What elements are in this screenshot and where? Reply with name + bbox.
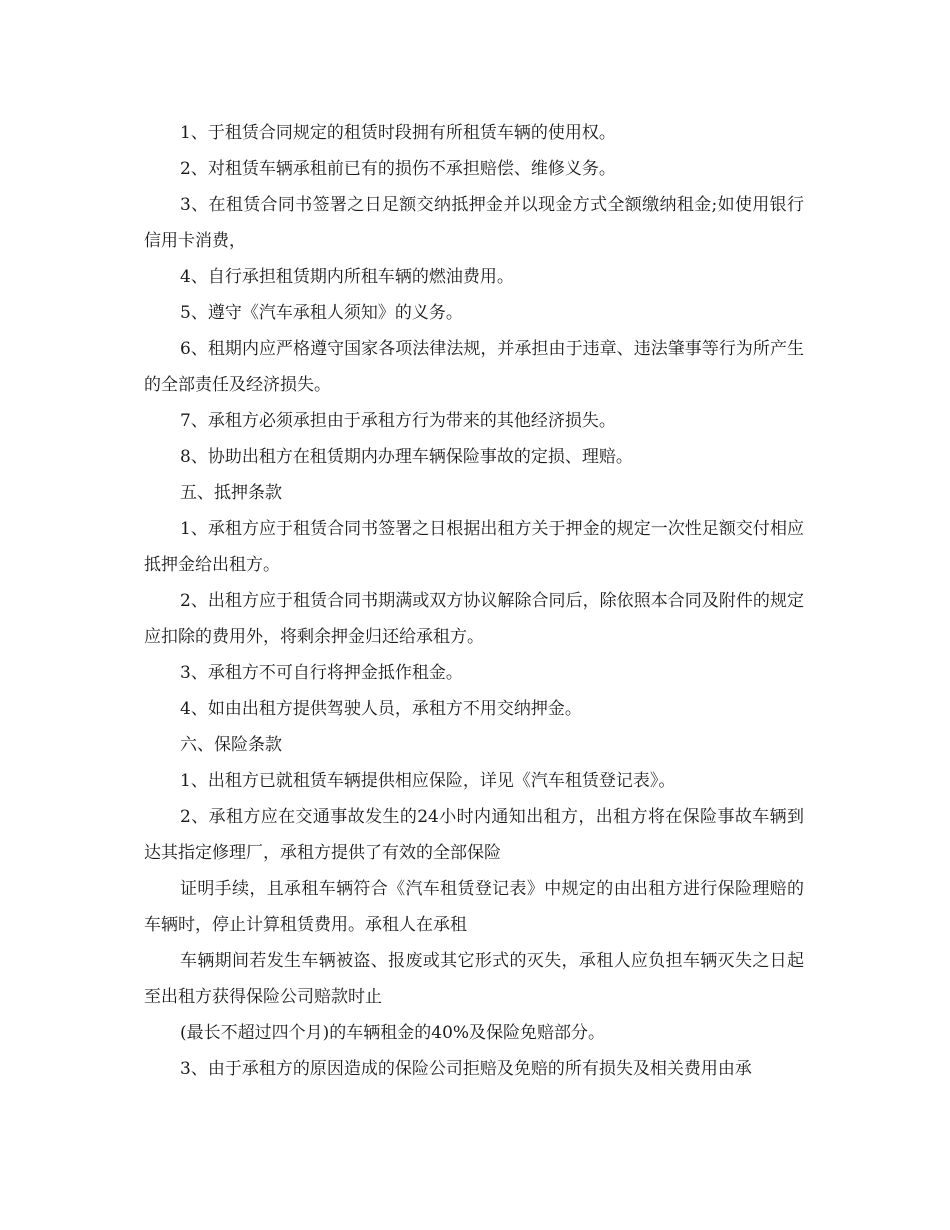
paragraph: 3、由于承租方的原因造成的保险公司拒赔及免赔的所有损失及相关费用由承 (180, 1059, 752, 1079)
paragraph: 3、承租方不可自行将押金抵作租金。 (180, 663, 463, 683)
paragraph: 1、承租方应于租赁合同书签署之日根据出租方关于押金的规定一次性足额交付相应抵押金给出租方。 (144, 519, 804, 575)
paragraph: 1、于租赁合同规定的租赁时段拥有所租赁车辆的使用权。 (180, 123, 616, 143)
paragraph: 6、租期内应严格遵守国家各项法律法规，并承担由于违章、违法肇事等行为所产生的全部责任及经济损失。 (144, 339, 804, 395)
paragraph: 2、对租赁车辆承租前已有的损伤不承担赔偿、维修义务。 (180, 159, 616, 179)
paragraph: 7、承租方必须承担由于承租方行为带来的其他经济损失。 (180, 411, 616, 431)
section-heading: 六、保险条款 (180, 735, 282, 755)
paragraph: 3、在租赁合同书签署之日足额交纳抵押金并以现金方式全额缴纳租金;如使用银行信用卡消费， (144, 195, 804, 251)
paragraph: 证明手续，且承租车辆符合《汽车租赁登记表》中规定的由出租方进行保险理赔的车辆时，停止计算租赁费用。承租人在承租 (144, 879, 804, 935)
paragraph: 4、自行承担租赁期内所租车辆的燃油费用。 (180, 267, 514, 287)
paragraph: 8、协助出租方在租赁期内办理车辆保险事故的定损、理赔。 (180, 447, 633, 467)
section-heading: 五、抵押条款 (180, 483, 282, 503)
paragraph: 车辆期间若发生车辆被盗、报废或其它形式的灭失，承租人应负担车辆灭失之日起至出租方获得保险公司赔款时止 (144, 951, 804, 1007)
paragraph: 1、出租方已就租赁车辆提供相应保险，详见《汽车租赁登记表》。 (180, 771, 676, 791)
paragraph: (最长不超过四个月)的车辆租金的40%及保险免赔部分。 (180, 1023, 606, 1043)
paragraph: 2、出租方应于租赁合同书期满或双方协议解除合同后，除依照本合同及附件的规定应扣除的费用外，将剩余押金归还给承租方。 (144, 591, 804, 647)
document-body (144, 115, 804, 1087)
paragraph: 2、承租方应在交通事故发生的24小时内通知出租方，出租方将在保险事故车辆到达其指定修理厂，承租方提供了有效的全部保险 (144, 807, 804, 863)
paragraph: 4、如由出租方提供驾驶人员，承租方不用交纳押金。 (180, 699, 582, 719)
paragraph: 5、遵守《汽车承租人须知》的义务。 (180, 303, 463, 323)
